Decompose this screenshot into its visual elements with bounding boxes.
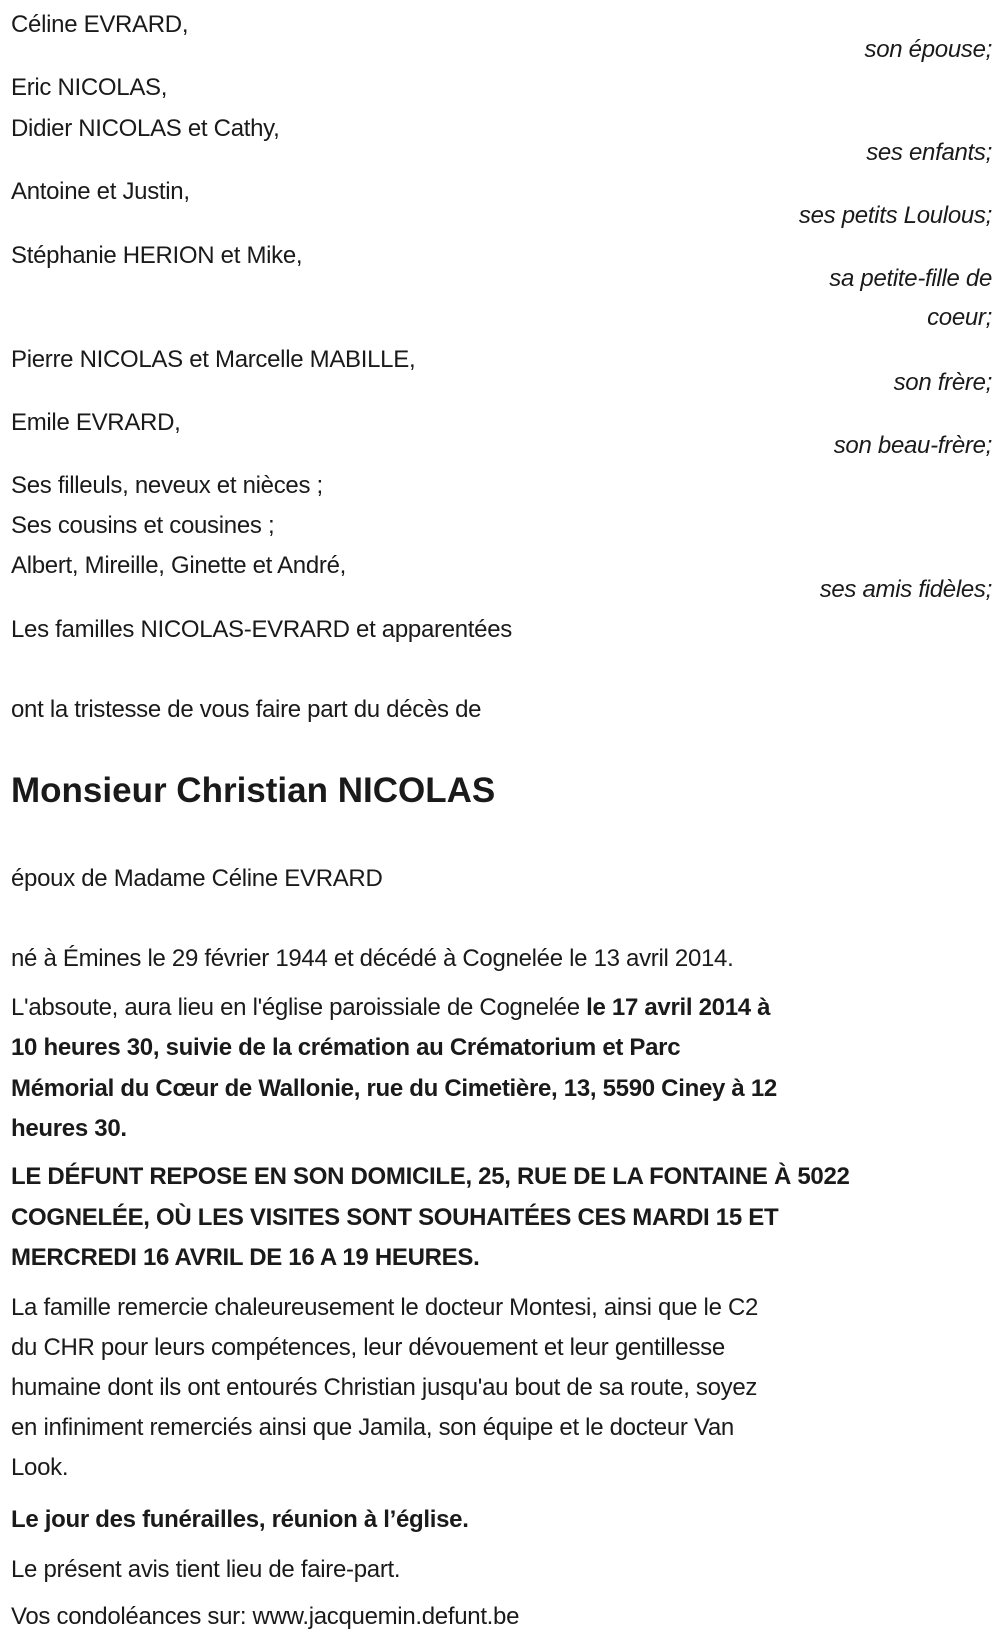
thanks-line: du CHR pour leurs compétences, leur dévouement et leur gentillesse [11, 1334, 725, 1361]
visitation-line: COGNELÉE, OÙ LES VISITES SONT SOUHAITÉES CES MARDI 15 ET [11, 1204, 779, 1231]
notice: Le présent avis tient lieu de faire-part. [11, 1556, 401, 1583]
family-relation: sa petite-fille de [829, 265, 992, 292]
family-name: Ses filleuls, neveux et nièces ; [11, 472, 323, 499]
condolences: Vos condoléances sur: www.jacquemin.defunt.be [11, 1603, 520, 1630]
ceremony-intro: L'absoute, aura lieu en l'église paroissiale de Cognelée [11, 994, 587, 1021]
ceremony-line [11, 993, 770, 1023]
ceremony-line: 10 heures 30, suivie de la crémation au Crématorium et Parc [11, 1034, 681, 1061]
family-name: Stéphanie HERION et Mike, [11, 242, 303, 269]
family-name: Didier NICOLAS et Cathy, [11, 115, 280, 142]
family-relation: ses amis fidèles; [819, 576, 992, 603]
family-relation: ses petits Loulous; [798, 202, 992, 229]
family-relation: coeur; [927, 304, 992, 331]
visitation-line: LE DÉFUNT REPOSE EN SON DOMICILE, 25, RUE DE LA FONTAINE À 5022 [11, 1163, 850, 1190]
thanks-line: en infiniment remerciés ainsi que Jamila, son équipe et le docteur Van [11, 1414, 734, 1441]
announcement: ont la tristesse de vous faire part du décès de [11, 696, 482, 723]
ceremony-date: le 17 avril 2014 à [586, 994, 771, 1021]
family-name: Pierre NICOLAS et Marcelle MABILLE, [11, 346, 416, 373]
family-name: Ses cousins et cousines ; [11, 512, 275, 539]
family-name: Antoine et Justin, [11, 178, 190, 205]
birth-death: né à Émines le 29 février 1944 et décédé à Cognelée le 13 avril 2014. [11, 945, 734, 972]
families-line: Les familles NICOLAS-EVRARD et apparentées [11, 616, 512, 643]
family-name: Albert, Mireille, Ginette et André, [11, 552, 346, 579]
family-name: Emile EVRARD, [11, 409, 181, 436]
thanks-line: humaine dont ils ont entourés Christian jusqu'au bout de sa route, soyez [11, 1374, 758, 1401]
visitation-line: MERCREDI 16 AVRIL DE 16 A 19 HEURES. [11, 1244, 480, 1271]
family-name: Céline EVRARD, [11, 11, 189, 38]
funeral-note: Le jour des funérailles, réunion à l’église. [11, 1506, 469, 1533]
ceremony-line: heures 30. [11, 1115, 127, 1142]
family-name: Eric NICOLAS, [11, 74, 168, 101]
thanks-line: La famille remercie chaleureusement le docteur Montesi, ainsi que le C2 [11, 1294, 759, 1321]
family-relation: son épouse; [864, 36, 992, 63]
spouse-line: époux de Madame Céline EVRARD [11, 865, 383, 892]
ceremony-line: Mémorial du Cœur de Wallonie, rue du Cimetière, 13, 5590 Ciney à 12 [11, 1075, 777, 1102]
family-relation: son frère; [893, 369, 992, 396]
deceased-name: Monsieur Christian NICOLAS [11, 771, 496, 810]
family-relation: ses enfants; [866, 139, 992, 166]
family-relation: son beau-frère; [833, 432, 992, 459]
thanks-line: Look. [11, 1454, 69, 1481]
